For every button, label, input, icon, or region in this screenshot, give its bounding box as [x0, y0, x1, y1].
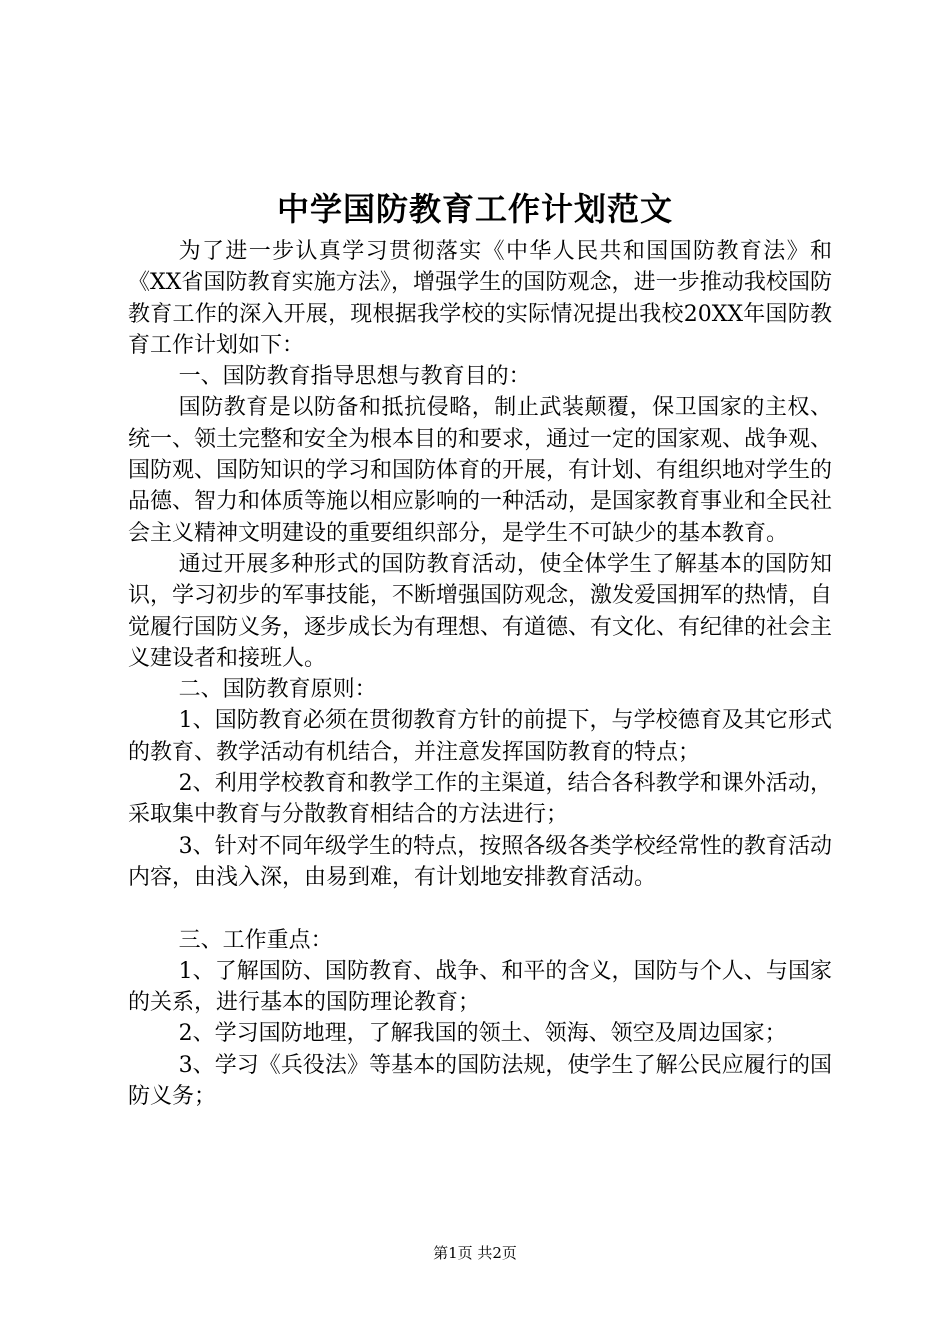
heading-section-1: 一、国防教育指导思想与教育目的： [178, 364, 531, 390]
paragraph-principle-2: 2、利用学校教育和教学工作的主渠道，结合各科教学和课外活动，采取集中教育与分散教育相结合的方法进行； [128, 771, 832, 828]
paragraph-focus-2: 2、学习国防地理，了解我国的领土、领海、领空及周边国家； [178, 1021, 787, 1047]
paragraph-intro: 为了进一步认真学习贯彻落实《中华人民共和国国防教育法》和《XX省国防教育实施方法》，增强学生的国防观念，进一步推动我校国防教育工作的深入开展，现根据我学校的实际情况提出我校20XX年国防教育工作计划如下： [128, 239, 832, 358]
paragraph-focus-1: 1、了解国防、国防教育、战争、和平的含义，国防与个人、与国家的关系，进行基本的国防理论教育； [128, 958, 832, 1016]
paragraph-section-1-a: 国防教育是以防备和抵抗侵略，制止武装颠覆，保卫国家的主权、统一、领土完整和安全为根本目的和要求，通过一定的国家观、战争观、国防观、国防知识的学习和国防体育的开展，有计划、有组织地对学生的品德、智力和体质等施以相应影响的一种活动，是国家教育事业和全民社会主义精神文明建设的重要组织部分，是学生不可缺少的基本教育。 [128, 395, 833, 546]
document-body [128, 236, 832, 1112]
paragraph-section-1-b: 通过开展多种形式的国防教育活动，使全体学生了解基本的国防知识，学习初步的军事技能，不断增强国防观念，激发爱国拥军的热情，自觉履行国防义务，逐步成长为有理想、有道德、有文化、有纪律的社会主义建设者和接班人。 [128, 551, 833, 671]
paragraph-principle-1: 1、国防教育必须在贯彻教育方针的前提下，与学校德育及其它形式的教育、教学活动有机结合，并注意发挥国防教育的特点； [128, 708, 832, 765]
paragraph-focus-3: 3、学习《兵役法》等基本的国防法规，使学生了解公民应履行的国防义务； [128, 1052, 832, 1110]
heading-section-3: 三、工作重点： [178, 927, 333, 953]
blank-line [128, 893, 832, 924]
document-title: 中学国防教育工作计划范文 [276, 190, 673, 228]
page-number-footer: 第1页 共2页 [433, 1244, 517, 1262]
paragraph-principle-3: 3、针对不同年级学生的特点，按照各级各类学校经常性的教育活动内容，由浅入深，由易到难，有计划地安排教育活动。 [128, 833, 832, 890]
heading-section-2: 二、国防教育原则： [178, 677, 377, 703]
